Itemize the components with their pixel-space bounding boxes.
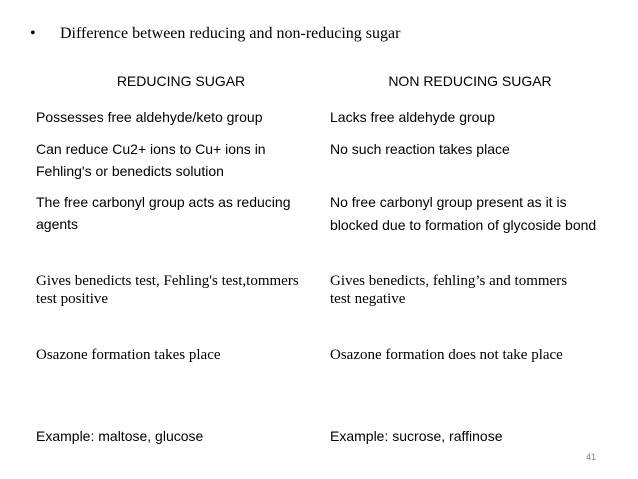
row-3-non-reducing: No free carbonyl group present as it is blocked due to formation of glycoside bond [330,194,597,233]
title-text: Difference between reducing and non-reducing sugar [60,25,401,42]
row-4-non-reducing: Gives benedicts, fehling’s and tommers test negative [330,273,568,307]
slide-title [30,24,400,44]
row-5-non-reducing: Osazone formation does not take place [330,347,563,363]
row-1-reducing: Possesses free aldehyde/keto group [36,109,263,125]
header-non-reducing-sugar: NON REDUCING SUGAR [388,73,552,89]
bullet-icon: • [30,25,36,42]
row-5-reducing: Osazone formation takes place [36,347,221,363]
row-6-reducing: Example: maltose, glucose [36,428,204,444]
row-4-reducing: Gives benedicts test, Fehling's test,tommers test positive [36,273,299,307]
row-3-reducing: The free carbonyl group acts as reducing agents [36,194,291,232]
row-2-non-reducing: No such reaction takes place [330,141,510,157]
row-6-non-reducing: Example: sucrose, raffinose [330,428,503,444]
page-number: 41 [586,452,597,462]
header-reducing-sugar: REDUCING SUGAR [116,73,246,89]
row-2-reducing: Can reduce Cu2+ ions to Cu+ ions in Fehling's or benedicts solution [36,141,266,179]
row-1-non-reducing: Lacks free aldehyde group [330,109,495,125]
